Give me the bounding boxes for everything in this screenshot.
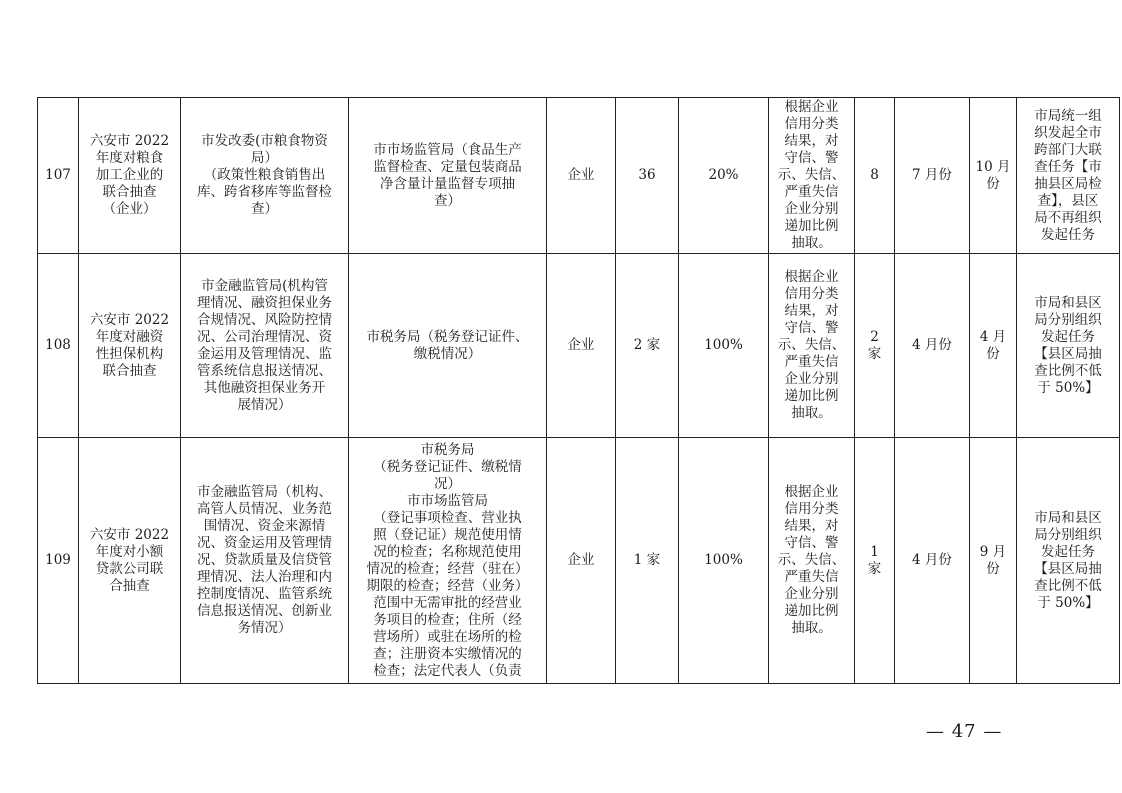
- start-month: 4 月份: [895, 438, 970, 684]
- sampling-method: 根据企业 信用分类 结果，对 守信、警 示、失信、 严重失信 企业分别 递加比例 抽取。: [769, 98, 855, 254]
- object-type: 企业: [547, 98, 616, 254]
- remarks: 市局统一组 织发起全市 跨部门大联 查任务【市 抽县区局检 查】，县区 局不再组织 发起任务: [1017, 98, 1120, 254]
- sampling-ratio: 100%: [679, 254, 769, 438]
- page-number: — 47 —: [926, 721, 1003, 742]
- sampling-method: 根据企业 信用分类 结果，对 守信、警 示、失信、 严重失信 企业分别 递加比例 抽取。: [769, 438, 855, 684]
- table-row: [38, 98, 1120, 254]
- object-type: 企业: [547, 438, 616, 684]
- row-number: 107: [38, 98, 79, 254]
- sampling-ratio: 20%: [679, 98, 769, 254]
- lead-department: 市金融监管局（机构、 高管人员情况、业务范 围情况、资金来源情 况、资金运用及管理情 况、贷款质量及信贷管 理情况、法人治理和内 控制度情况、监管系统 信息报送情况、创新业 务情况）: [181, 438, 349, 684]
- remarks: 市局和县区 局分别组织 发起任务 【县区局抽 查比例不低 于 50%】: [1017, 254, 1120, 438]
- cooperating-department: 市税务局 （税务登记证件、缴税情 况） 市市场监管局 （登记事项检查、营业执 照（登记证）规范使用情 况的检查；名称规范使用 情况的检查；经营（驻在） 期限的检查；经营（业务） 范围中无需审批的经营业 务项目的检查；住所（经 营场所）或驻在场所的检 查；注册资本实缴情况的 检查；法定代表人（负责: [349, 438, 547, 684]
- end-month: 10 月 份: [970, 98, 1017, 254]
- sampling-ratio: 100%: [679, 438, 769, 684]
- end-month: 9 月 份: [970, 438, 1017, 684]
- task-name: 六安市 2022 年度对融资 性担保机构 联合抽查: [79, 254, 181, 438]
- inspection-table: [37, 97, 1120, 684]
- object-count: 2 家: [616, 254, 679, 438]
- cooperating-department: 市市场监管局（食品生产 监督检查、定量包装商品 净含量计量监督专项抽 查）: [349, 98, 547, 254]
- table-row: [38, 438, 1120, 684]
- task-name: 六安市 2022 年度对小额 贷款公司联 合抽查: [79, 438, 181, 684]
- object-count: 1 家: [616, 438, 679, 684]
- start-month: 4 月份: [895, 254, 970, 438]
- row-number: 108: [38, 254, 79, 438]
- cooperating-department: 市税务局（税务登记证件、 缴税情况）: [349, 254, 547, 438]
- sample-number: 8: [855, 98, 895, 254]
- sample-number: 1 家: [855, 438, 895, 684]
- remarks: 市局和县区 局分别组织 发起任务 【县区局抽 查比例不低 于 50%】: [1017, 438, 1120, 684]
- task-name: 六安市 2022 年度对粮食 加工企业的 联合抽查 （企业）: [79, 98, 181, 254]
- row-number: 109: [38, 438, 79, 684]
- start-month: 7 月份: [895, 98, 970, 254]
- object-type: 企业: [547, 254, 616, 438]
- sampling-method: 根据企业 信用分类 结果，对 守信、警 示、失信、 严重失信 企业分别 递加比例 抽取。: [769, 254, 855, 438]
- sample-number: 2 家: [855, 254, 895, 438]
- lead-department: 市发改委(市粮食物资 局） （政策性粮食销售出 库、跨省移库等监督检 查）: [181, 98, 349, 254]
- object-count: 36: [616, 98, 679, 254]
- end-month: 4 月 份: [970, 254, 1017, 438]
- table-row: [38, 254, 1120, 438]
- lead-department: 市金融监管局(机构管 理情况、融资担保业务 合规情况、风险防控情 况、公司治理情况、资 金运用及管理情况、监 管系统信息报送情况、 其他融资担保业务开 展情况）: [181, 254, 349, 438]
